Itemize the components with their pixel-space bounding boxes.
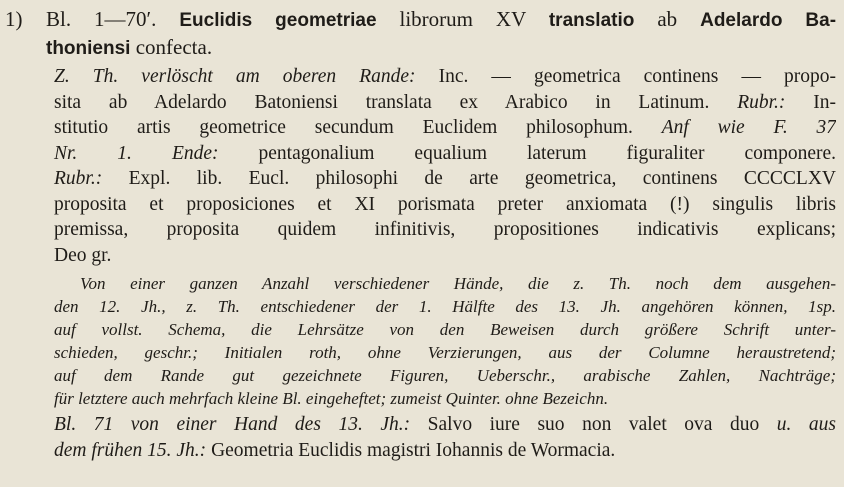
note-line: Von einer ganzen Anzahl verschiedener Hände, die z. Th. noch dem ausgehen- [80,274,836,293]
note-line: den 12. Jh., z. Th. entschiedener der 1. Hälfte des 13. Jh. angehören können, 1sp. [54,297,836,316]
description-line: proposita et proposiciones et XI porismata preter anxiomata (!) singulis libris [54,193,836,215]
title-plain-1: librorum XV [399,7,526,31]
description-line: Nr. 1. Ende: pentagonalium equalium laterum figuraliter componere. [54,142,836,164]
title-plain-2: ab [657,7,678,31]
title-bold-1: Euclidis geometriae [179,10,377,31]
description-block [5,64,836,268]
description-line: Rubr.: Expl. lib. Eucl. philosophi de arte geometrica, continens CCCCLXV [54,168,836,189]
description-line: Z. Th. verlöscht am oberen Rande: Inc. — geometrica continens — propo- [54,66,836,87]
description-line: Deo gr. [54,244,112,266]
addendum-line: Bl. 71 von einer Hand des 13. Jh.: Salvo iure suo non valet ova duo u. aus [54,414,836,435]
note-line: auf dem Rande gut gezeichnete Figuren, Ueberschr., arabische Zahlen, Nachträge; [54,366,836,385]
notes-block [5,272,836,410]
title-bold-2: translatio [548,10,635,31]
entry-heading-line-2 [5,34,836,62]
note-line: für letztere auch mehrfach kleine Bl. eingeheftet; zumeist Quinter. ohne Bezeichn. [54,389,609,408]
title-plain-3: confecta. [135,35,213,59]
title-bold-4: thoniensi [46,38,131,59]
entry-number: 1) [5,7,23,31]
addendum-line: dem frühen 15. Jh.: Geometria Euclidis magistri Iohannis de Wormacia. [54,439,616,461]
description-line: stitutio artis geometrice secundum Euclidem philosophum. Anf wie F. 37 [54,117,836,138]
description-line: premissa, proposita quidem infinitivis, propositiones indicativis explicans; [54,219,836,240]
entry-heading-line-1 [5,6,836,34]
folio-range: Bl. 1—70′. [46,7,157,31]
description-line: sita ab Adelardo Batoniensi translata ex Arabico in Latinum. Rubr.: In- [54,91,836,113]
title-bold-3: Adelardo Ba- [700,10,836,31]
addendum-block [5,412,836,463]
note-line: schieden, geschr.; Initialen roth, ohne Verzierungen, aus der Columne heraustretend; [54,343,836,362]
note-line: auf vollst. Schema, die Lehrsätze von den Beweisen durch größere Schrift unter- [54,320,836,339]
